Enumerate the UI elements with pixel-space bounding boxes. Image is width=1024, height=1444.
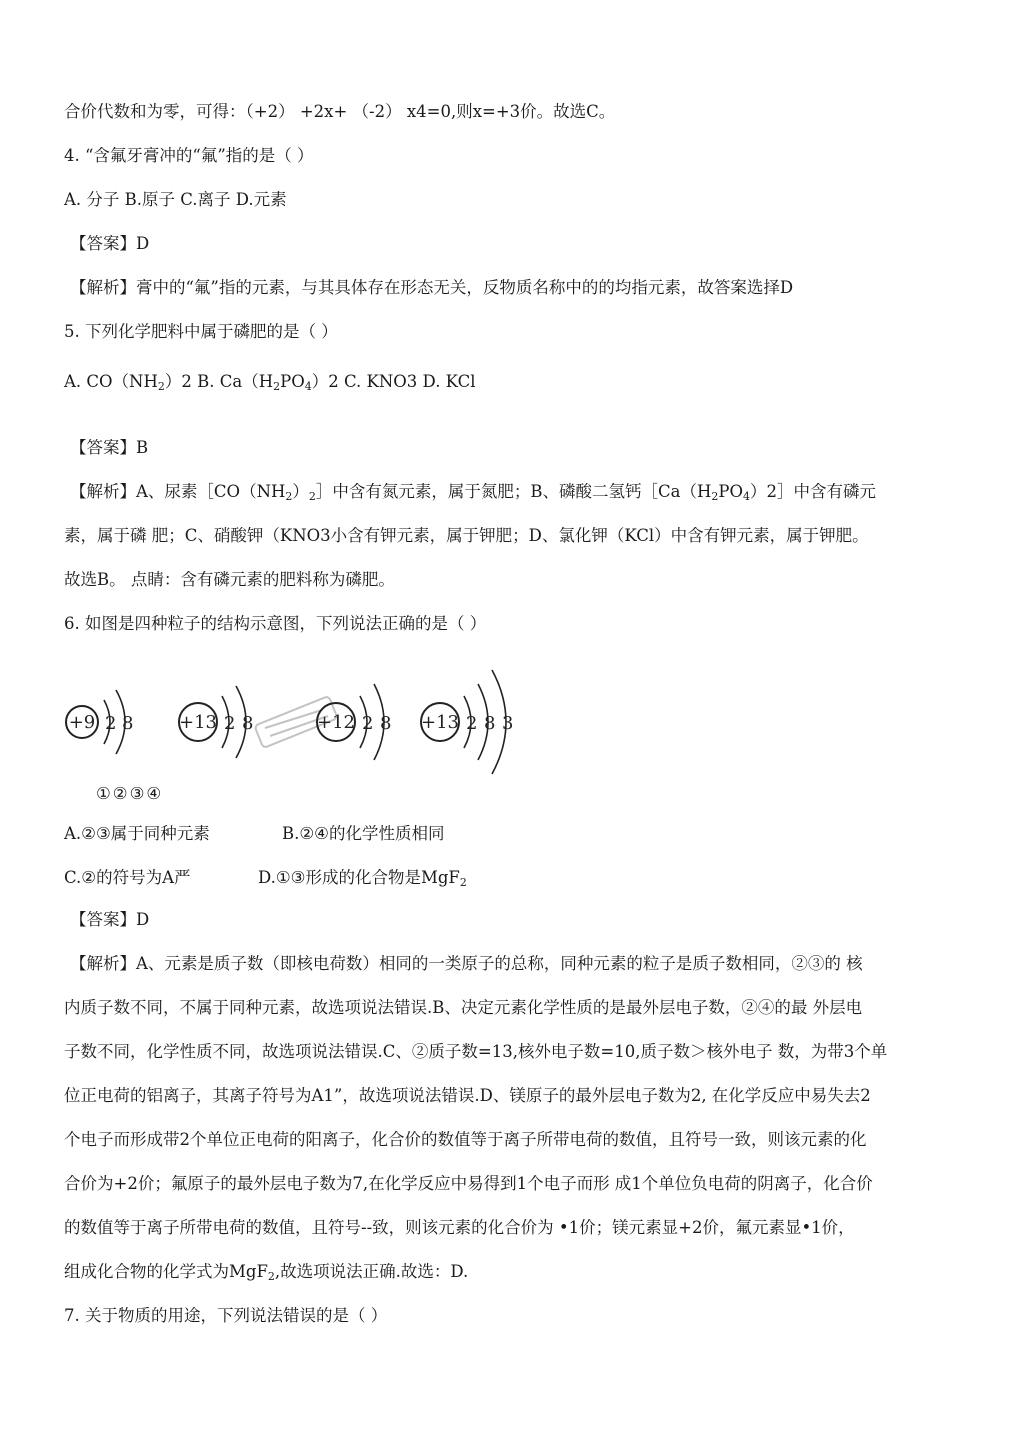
question-6-explanation-5: 个电子而形成带2个单位正电荷的阳离子，化合价的数值等于离子所带电荷的数值，且符号一致，则该元素的化 (64, 1130, 867, 1149)
question-6-explanation-6: 合价为+2价；氟原子的最外层电子数为7,在化学反应中易得到1个电子而形 成1个单位负电荷的阴离子，化合价 (64, 1174, 873, 1193)
atom-fluorine (66, 690, 133, 754)
question-6-answer: 【答案】D (70, 910, 150, 929)
svg-text:2: 2 (362, 713, 374, 734)
svg-text:+12: +12 (317, 712, 355, 733)
svg-text:2: 2 (466, 713, 478, 734)
question-5-answer: 【答案】B (70, 438, 149, 457)
svg-text:2: 2 (105, 713, 117, 734)
question-4-explanation: 【解析】膏中的“氟”指的元素，与其具体存在形态无关，反物质名称中的的均指元素，故答案选择D (70, 278, 794, 297)
atom-aluminum (421, 670, 513, 774)
svg-text:8: 8 (484, 713, 496, 734)
svg-text:2: 2 (224, 713, 236, 734)
question-6-explanation-8: 组成化合物的化学式为MgF$_2$,故选项说法正确.故选：D. (64, 1262, 469, 1283)
question-6-explanation-1: 【解析】A、元素是质子数（即核电荷数）相同的一类原子的总称，同种元素的粒子是质子数相同，②③的 核 (70, 954, 863, 973)
question-6-option-c: C.②的符号为A严 (64, 868, 191, 887)
svg-text:+13: +13 (421, 712, 459, 733)
svg-text:+9: +9 (68, 712, 96, 733)
question-6-option-a: A.②③属于同种元素 (64, 824, 210, 843)
question-4-options: A. 分子 B.原子 C.离子 D.元素 (64, 190, 287, 209)
question-5-options: A. $CO(NH_2)2$ B. $Ca(H_2PO_4)2$ C. KNO3 D. KCl (64, 372, 476, 393)
question-5-explanation-2: 素，属于磷 肥；C、硝酸钾（KNO3小含有钾元素，属于钾肥；D、氯化钾（KCl）中含有钾元素，属于钾肥。 (64, 526, 869, 545)
question-5-explanation-3: 故选B。 点睛：含有磷元素的肥料称为磷肥。 (64, 570, 395, 589)
question-7: 7. 关于物质的用途，下列说法错误的是（ ） (64, 1306, 388, 1325)
svg-text:3: 3 (502, 713, 514, 734)
diagram-labels: ①②③④ (96, 784, 164, 803)
atomic-structure-diagram (60, 650, 530, 780)
question-6-explanation-7: 的数值等于离子所带电荷的数值，且符号--致，则该元素的化合价为 •1价；镁元素显+2价，氟元素显•1价， (64, 1218, 855, 1237)
question-6-explanation-4: 位正电荷的铝离子，其离子符号为A1”，故选项说法错误.D、镁原子的最外层电子数为2, 在化学反应中易失去2 (64, 1086, 871, 1105)
svg-text:8: 8 (122, 713, 134, 734)
question-6-option-b: B.②④的化学性质相同 (282, 824, 445, 843)
question-4: 4. “含氟牙膏冲的“氟”指的是（ ） (64, 146, 314, 165)
svg-text:8: 8 (242, 713, 254, 734)
question-6-explanation-2: 内质子数不同，不属于同种元素，故选项说法错误.B、决定元素化学性质的是最外层电子数，②④的最 外层电 (64, 998, 863, 1017)
atom-aluminum-ion (179, 686, 253, 758)
question-6: 6. 如图是四种粒子的结构示意图，下列说法正确的是（ ） (64, 614, 487, 633)
question-5-explanation-1: 【解析】A、尿素$[CO(NH_2)_2]$中含有氮元素，属于氮肥；B、磷酸二氢钙$[Ca(H_2PO_4)2]$中含有磷元 (70, 482, 877, 503)
question-6-explanation-3: 子数不同，化学性质不同，故选项说法错误.C、②质子数=13,核外电子数=10,质子数＞核外电子 数，为带3个单 (64, 1042, 888, 1061)
text-line: 合价代数和为零，可得：（+2） +2x+ （-2） x4=0,则x=+3价。故选C。 (64, 102, 616, 121)
question-4-answer: 【答案】D (70, 234, 150, 253)
svg-text:+13: +13 (179, 712, 217, 733)
atom-magnesium-ion (317, 684, 391, 760)
question-5: 5. 下列化学肥料中属于磷肥的是（ ） (64, 322, 338, 341)
svg-text:8: 8 (380, 713, 392, 734)
question-6-option-d: D.①③形成的化合物是MgF$_2$ (258, 868, 467, 889)
